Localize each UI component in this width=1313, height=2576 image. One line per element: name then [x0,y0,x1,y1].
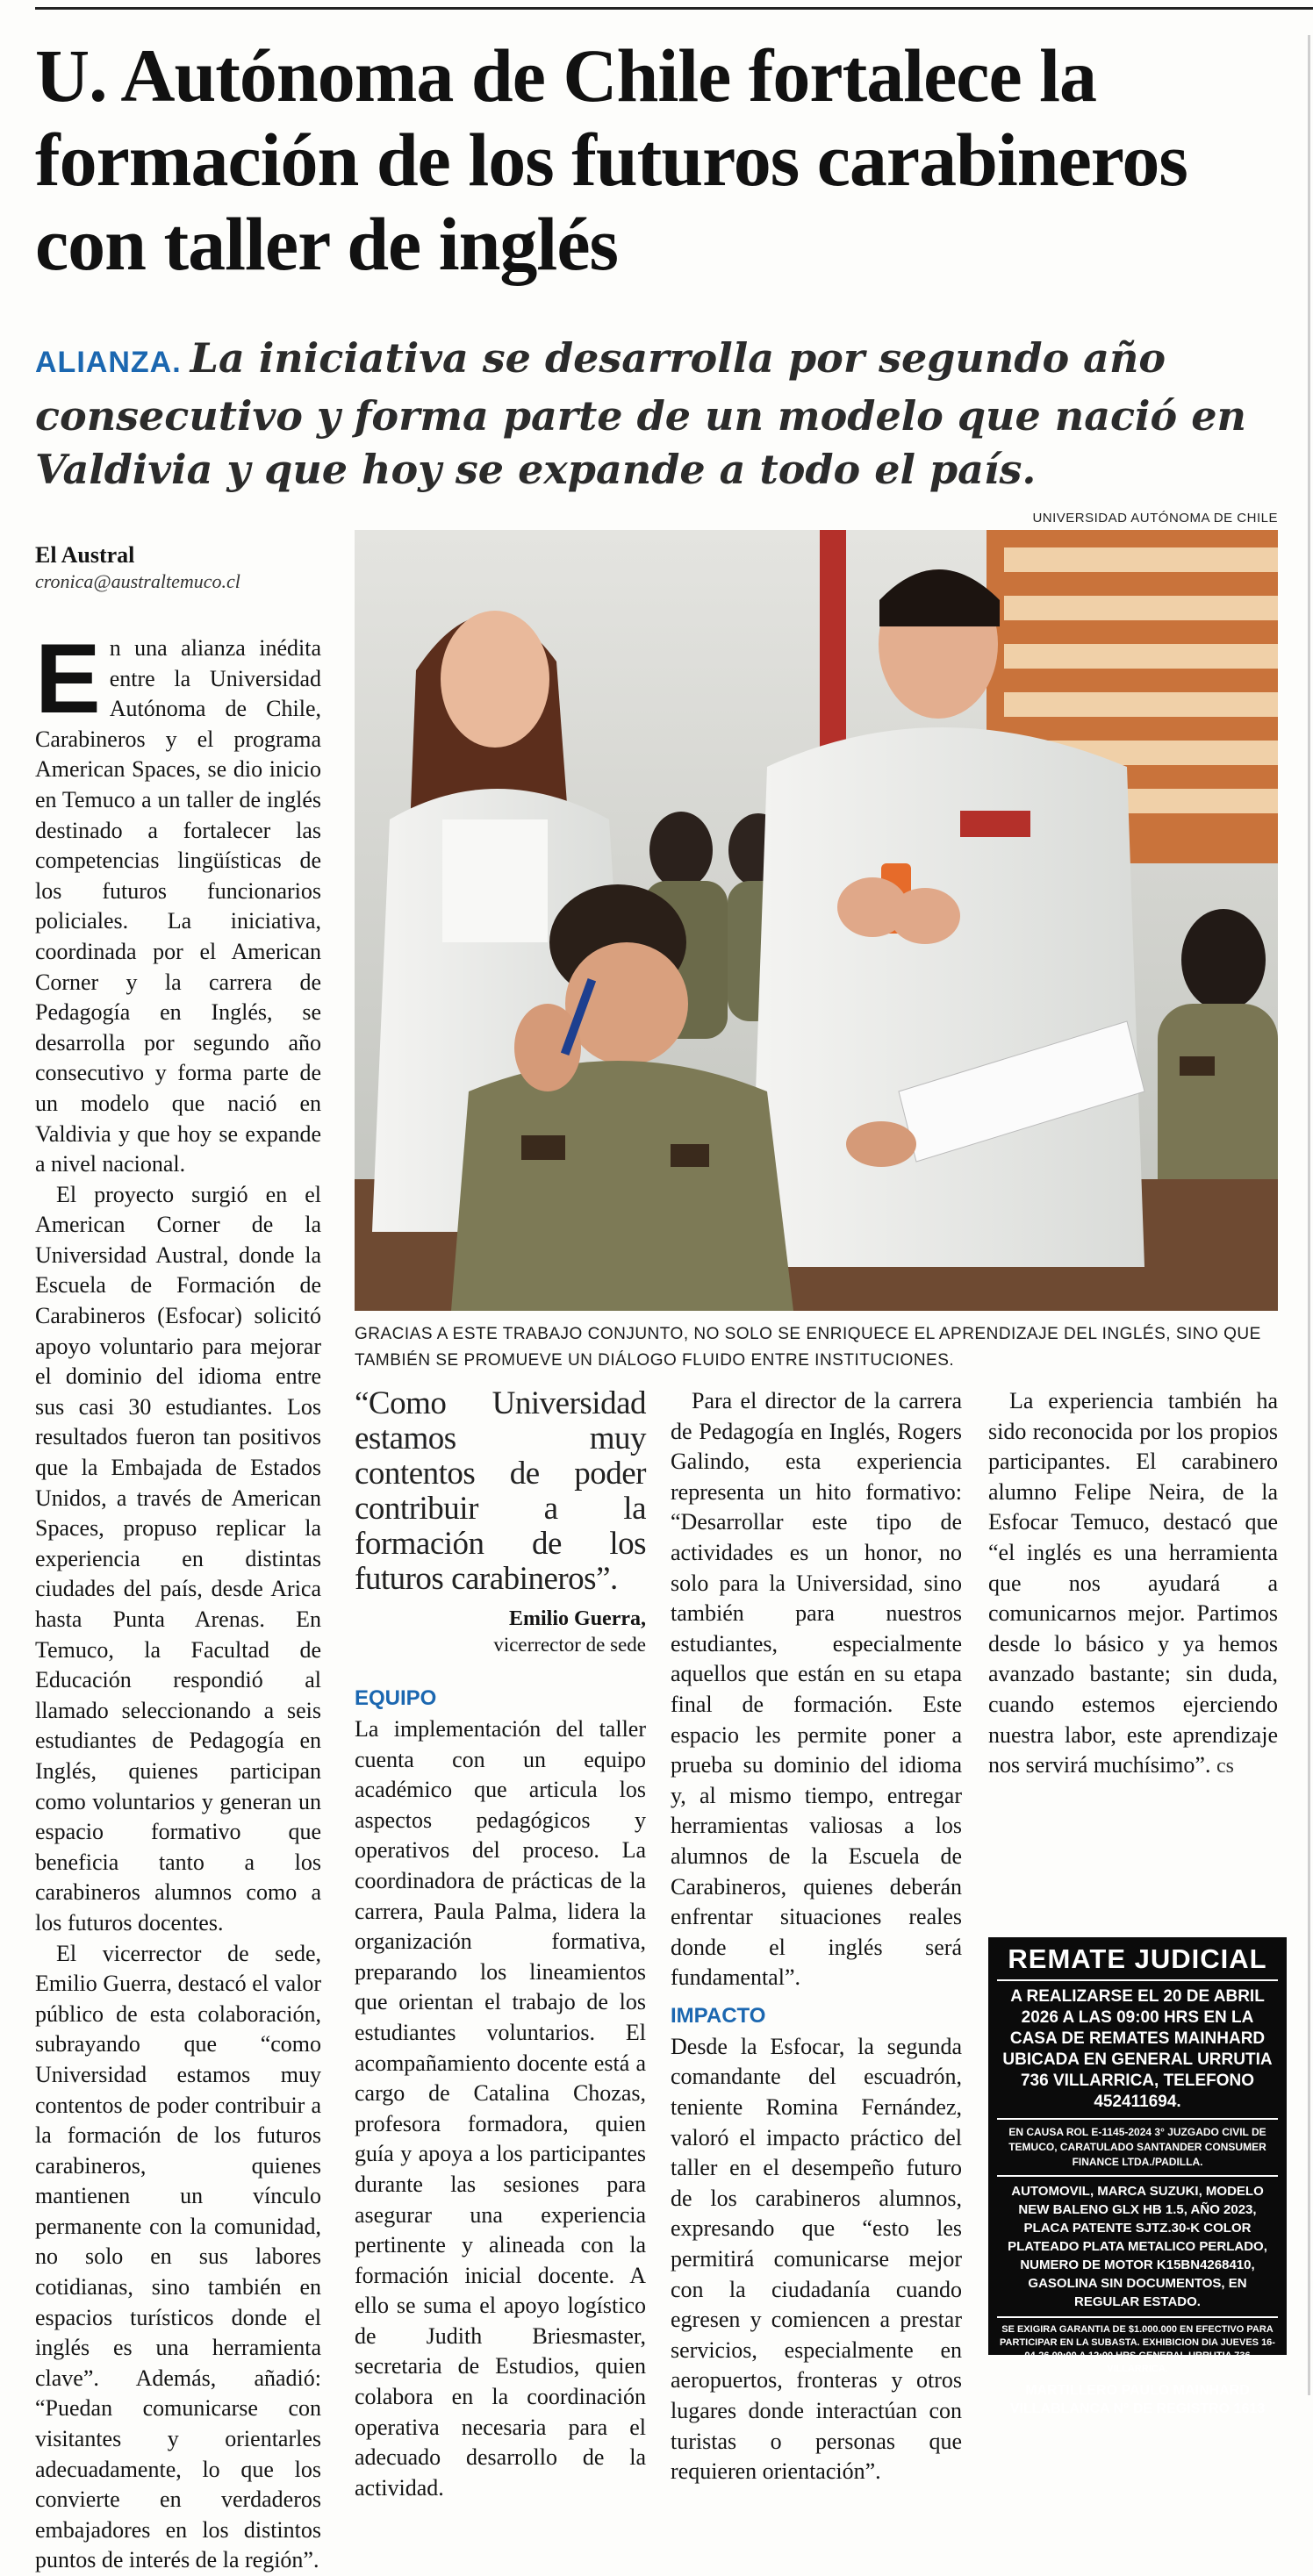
ad-case: EN CAUSA ROL E-1145-2024 3° JUZGADO CIVIL DE TEMUCO, CARATULADO SANTANDER CONSUMER FINANCE LTDA./PADILLA. [997,2120,1278,2177]
article-photo [355,530,1278,1311]
ad-date-location: A REALIZARSE EL 20 DE ABRIL 2026 A LAS 09:00 HRS EN LA CASA DE REMATES MAINHARD UBICADA EN GENERAL URRUTIA 736 VILLARRICA, TELEFONO 452411694. [997,1981,1278,2120]
photo-credit: UNIVERSIDAD AUTÓNOMA DE CHILE [1032,511,1278,526]
headline: U. Autónoma de Chile fortalece la formación de los futuros carabineros con taller de inglés [35,33,1187,286]
byline-name: El Austral [35,542,135,568]
subhead-equipo: EQUIPO [355,1686,437,1710]
photo-illustration [355,530,1278,1311]
judicial-auction-ad [988,1937,1287,2416]
column-2 [355,1386,646,2503]
ad-auctioneer: MARTILLERO PAULO MAINHARD VILLABLANCA N° DE REGISTRO 1613 [1009,2383,1266,2416]
deck-text: La iniciativa se desarrolla por segundo año consecutivo y forma parte de un modelo que nació en Valdivia y que hoy se expande a todo el país. [35,334,1246,493]
ad-vehicle: AUTOMOVIL, MARCA SUZUKI, MODELO NEW BALENO GLX HB 1.5, AÑO 2023, PLACA PATENTE SJTZ.30-K COLOR PLATEADO PLATA METALICO PERLADO, NUMERO DE MOTOR K15BN4268410, GASOLINA SIN DOCUMENTOS, EN REGULAR ESTADO. [997,2177,1278,2318]
pull-quote: “Como Universidad estamos muy contentos de poder contribuir a la formación de los futuros carabineros”. [355,1385,646,1597]
paragraph-5: Para el director de la carrera de Pedagogía en Inglés, Rogers Galindo, esta experiencia representa un hito formativo: “Desarrollar este tipo de actividades es un honor, no solo para la Universidad, sino también para nuestros estudiantes, especialmente aquellos que están en su etapa final de formación. Este espacio les permite poner a prueba su dominio del idioma y, al mismo tiempo, entregar herramientas valiosas a los alumnos de la Escuela de Carabineros, quienes deberán enfrentar situaciones reales donde el inglés será fundamental”. [671,1388,962,1991]
photo-caption: GRACIAS A ESTE TRABAJO CONJUNTO, NO SOLO SE ENRIQUECE EL APRENDIZAJE DEL INGLÉS, SINO QUE TAMBIÉN SE PROMUEVE UN DIÁLOGO FLUIDO ENTRE INSTITUCIONES. [355,1325,1261,1370]
column-3 [671,1386,962,2487]
deck [35,332,1290,497]
ad-title: REMATE JUDICIAL [997,1943,1278,1981]
paragraph-3: El vicerrector de sede, Emilio Guerra, destacó el valor público de esta colaboración, subrayando que “como Universidad estamos muy contentos de poder contribuir a la formación de los futuros carabineros, quienes mantienen un vínculo permanente con la comunidad, no solo en sus labores cotidianas, sino también en espacios turísticos donde el inglés es una herramienta clave”. Además, añadió: “Puedan comunicarse con visitantes y orientarles adecuadamente, lo que los convierte en verdaderos embajadores en los distintos puntos de interés de la región”. [35,1940,321,2573]
drop-cap: E [35,624,101,733]
quote-role: vicerrector de sede [493,1634,646,1656]
paragraph-2: El proyecto surgió en el American Corner de la Universidad Austral, donde la Escuela de Formación de Carabineros (Esfocar) solicitó apoyo voluntario para mejorar el dominio del idioma entre sus casi 30 estudiantes. Los resultados fueron tan positivos que la Embajada de Estados Unidos, a través de American Spaces, propuso replicar la experiencia en distintas ciudades del país, desde Arica hasta Punta Arenas. En Temuco, la Facultad de Educación respondió al llamado seleccionando a seis estudiantes de Pedagogía en Inglés, quienes participan como voluntarios y generan un espacio formativo que beneficia tanto a los carabineros alumnos como a los futuros docentes. [35,1181,321,1936]
subhead-impacto: IMPACTO [671,2003,766,2028]
column-1 [35,624,321,2576]
right-column-rule [1308,35,1310,2395]
top-rule [35,7,1313,10]
end-mark: cs [1216,1755,1234,1778]
paragraph-4: La implementación del taller cuenta con un equipo académico que articula los aspectos pedagógicos y operativos del proceso. La coordinadora de prácticas de la carrera, Paula Palma, lidera la organización formativa, preparando los lineamientos que orientan el trabajo de los estudiantes voluntarios. El acompañamiento docente está a cargo de Catalina Chozas, profesora formadora, quien guía y apoya a los participantes durante las sesiones para asegurar una experiencia pertinente y alineada con la formación inicial docente. A ello se suma el apoyo logístico de Judith Briesmaster, secretaria de Estudios, quien colabora en la coordinación operativa necesaria para el adecuado desarrollo de la actividad. [355,1716,646,2501]
quote-author: Emilio Guerra, [509,1607,646,1630]
column-4 [988,1386,1278,1782]
paragraph-6: Desde la Esfocar, la segunda comandante del escuadrón, teniente Romina Fernández, valoró el impacto práctico del taller en el desempeño futuro de los carabineros alumnos, expresando que “esto les permitirá comunicarse mejor con la ciudadanía cuando egresen y comiencen a prestar servicios, especialmente en aeropuertos, fronteras y otros lugares donde interactúan con turistas o personas que requieren orientación”. [671,2033,962,2485]
paragraph-1: En una alianza inédita entre la Universidad Autónoma de Chile, Carabineros y el programa American Spaces, se dio inicio en Temuco a un taller de inglés destinado a fortalecer las competencias lingüísticas de los futuros funcionarios policiales. La iniciativa, coordinada por el American Corner y la carrera de Pedagogía en Inglés, se desarrolla por segundo año consecutivo y forma parte de un modelo que nació en Valdivia y que hoy se expande a nivel nacional. [35,624,321,1177]
byline-email: cronica@australtemuco.cl [35,570,240,592]
kicker: ALIANZA. [35,346,182,379]
paragraph-7: La experiencia también ha sido reconocida por los propios participantes. El carabinero alumno Felipe Neira, de la Esfocar Temuco, destacó que “el inglés es una herramienta que nos ayudará a comunicarnos mejor. Partimos desde lo básico y ya hemos avanzado bastante; sin duda, cuando estemos ejerciendo nuestra labor, este aprendizaje nos servirá muchísimo”. cs [988,1388,1278,1778]
ad-guarantee: SE EXIGIRA GARANTIA DE $1.000.000 EN EFECTIVO PARA PARTICIPAR EN LA SUBASTA. EXHIBICION DIA JUEVES 16-04-26 09:00 A 12:00 HRS GENERAL URRUTIA 736 VILLARRICA. [1000,2324,1275,2374]
